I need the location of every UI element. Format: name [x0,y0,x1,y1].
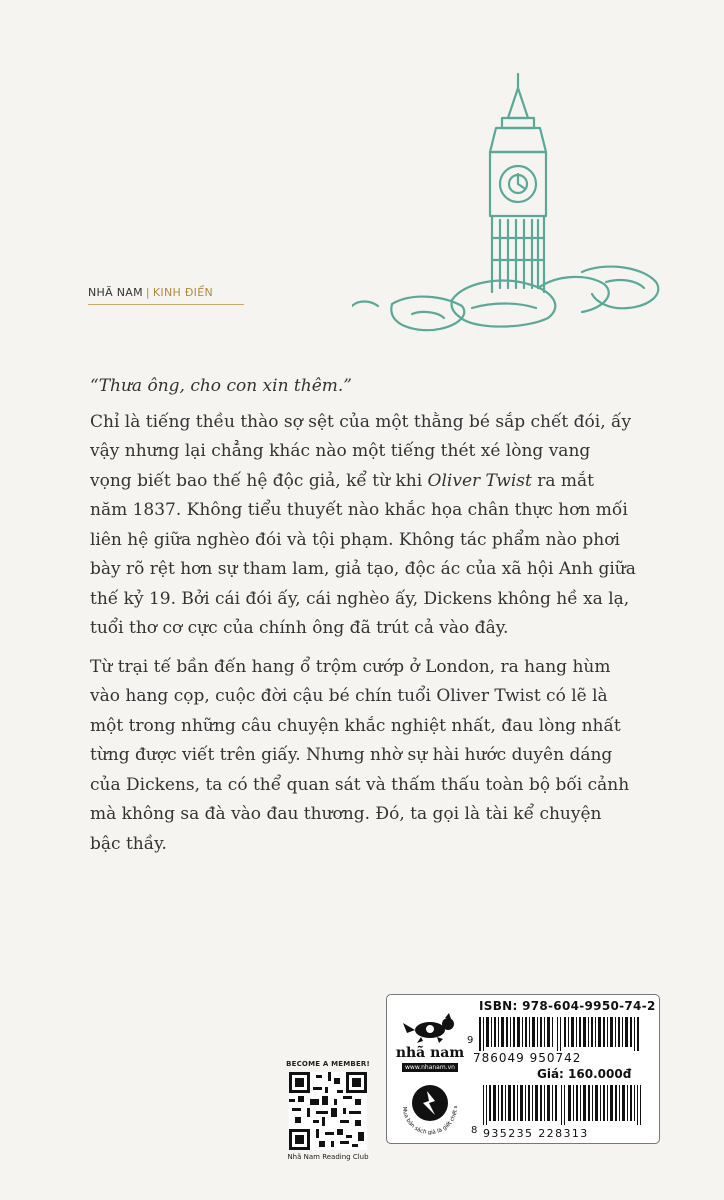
club-name: Nhã Nam Reading Club [287,1153,369,1161]
isbn-lead-digit: 9 [467,1035,474,1046]
blurb-text: ra mắt năm 1837. Không tiểu thuyết nào khắc họa chân thực hơn mối liên hệ giữa nghèo đói và tội phạm. Không tác phẩm nào phơi bày rõ rệt hơn sự tham lam, giả tạo, độc ác của xã hội Anh giữa thế kỷ 19. Bởi cái đói ấy, cái nghèo ấy, Dickens không hề xa lạ, tuổi thơ cơ cực của chính ông đã trút cả vào đây. [90,470,636,638]
price-label: Giá: 160.000đ [537,1067,632,1081]
seal-text: Mua bản sách giả là giết chết s [400,1105,460,1135]
logo-wordmark: nhã nam [395,1045,465,1061]
qr-code-icon[interactable] [289,1072,367,1150]
isbn-digits: 786049 950742 [473,1051,582,1065]
series-separator: | [145,286,150,299]
ean-digits: 935235 228313 [483,1127,589,1140]
series-underline [88,304,244,305]
dragon-logo-icon [401,1013,459,1043]
isbn-barcode [479,1017,647,1051]
back-cover-blurb [90,372,636,868]
series-line: KINH ĐIỂN [152,286,213,299]
blurb-paragraph-1 [90,408,636,644]
membership-cta: BECOME A MEMBER! [286,1060,370,1068]
ean-barcode [483,1085,651,1125]
logo-url: www.nhanam.vn [402,1063,458,1072]
publisher-logo [395,1013,465,1072]
big-ben-tower-icon [352,70,692,350]
isbn-label: ISBN: 978-604-9950-74-2 [479,999,656,1013]
blurb-quote: “Thưa ông, cho con xin thêm.” [90,376,352,396]
barcode-panel [386,994,660,1144]
anti-piracy-seal-icon [395,1073,465,1135]
ean-lead-digit: 8 [471,1125,478,1136]
publisher-name: NHÃ NAM [88,286,143,299]
series-label [88,286,213,299]
blurb-text: Chỉ là tiếng thều thào sợ sệt của một thằng bé sắp chết đói, ấy vậy nhưng lại chẳng khác nào một tiếng thét xé lòng vang vọng biết bao thế hệ độc giả, kể từ khi [90,411,632,491]
blurb-paragraph-2: Từ trại tế bần đến hang ổ trộm cướp ở London, ra hang hùm vào hang cọp, cuộc đời cậu bé chín tuổi Oliver Twist có lẽ là một trong những câu chuyện khắc nghiệt nhất, đau lòng nhất từng được viết trên giấy. Nhưng nhờ sự hài hước duyên dáng của Dickens, ta có thể quan sát và thấm thấu toàn bộ bối cảnh mà không sa đà vào đau thương. Đó, ta gọi là tài kể chuyện bậc thầy. [90,656,630,854]
membership-block [280,1060,376,1161]
book-title: Oliver Twist [427,470,532,491]
